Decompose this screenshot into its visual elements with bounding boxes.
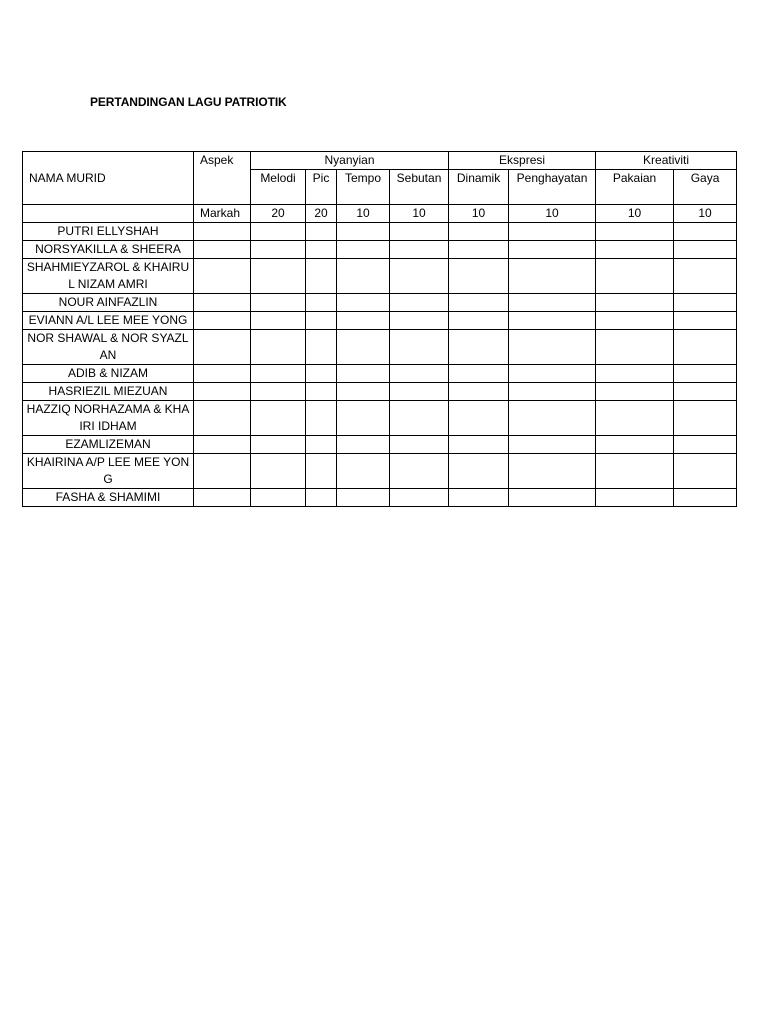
score-cell[interactable] (449, 294, 509, 312)
score-cell[interactable] (306, 401, 337, 436)
score-cell[interactable] (337, 436, 390, 454)
score-cell[interactable] (390, 383, 449, 401)
score-cell[interactable] (674, 259, 737, 294)
student-name: SHAHMIEYZAROL & KHAIRUL NIZAM AMRI (23, 259, 194, 294)
max-score-pic: 20 (306, 205, 337, 223)
aspek-header: Aspek (194, 152, 251, 205)
score-cell[interactable] (306, 330, 337, 365)
max-score-melodi: 20 (251, 205, 306, 223)
score-cell[interactable] (674, 454, 737, 489)
score-cell[interactable] (509, 241, 596, 259)
score-cell[interactable] (194, 383, 251, 401)
markah-label: Markah (194, 205, 251, 223)
score-cell[interactable] (251, 330, 306, 365)
score-cell[interactable] (306, 454, 337, 489)
student-name: EZAMLIZEMAN (23, 436, 194, 454)
score-cell[interactable] (306, 223, 337, 241)
student-row (23, 330, 737, 365)
score-cell[interactable] (674, 312, 737, 330)
score-cell[interactable] (390, 401, 449, 436)
student-name: NOUR AINFAZLIN (23, 294, 194, 312)
student-row (23, 294, 737, 312)
student-name: KHAIRINA A/P LEE MEE YONG (23, 454, 194, 489)
score-cell[interactable] (674, 365, 737, 383)
score-cell[interactable] (306, 489, 337, 507)
group-header-ekspresi: Ekspresi (449, 152, 596, 170)
score-cell[interactable] (390, 330, 449, 365)
student-name: NOR SHAWAL & NOR SYAZLAN (23, 330, 194, 365)
score-cell[interactable] (596, 312, 674, 330)
max-score-gaya: 10 (674, 205, 737, 223)
score-cell[interactable] (390, 259, 449, 294)
score-cell[interactable] (596, 365, 674, 383)
score-cell[interactable] (596, 241, 674, 259)
score-cell[interactable] (337, 454, 390, 489)
score-cell[interactable] (449, 454, 509, 489)
score-cell[interactable] (449, 436, 509, 454)
score-cell[interactable] (449, 259, 509, 294)
score-cell[interactable] (449, 489, 509, 507)
score-cell[interactable] (251, 383, 306, 401)
score-cell[interactable] (337, 294, 390, 312)
student-name: HAZZIQ NORHAZAMA & KHAIRI IDHAM (23, 401, 194, 436)
markah-row (23, 205, 737, 223)
score-cell[interactable] (596, 294, 674, 312)
score-cell[interactable] (674, 330, 737, 365)
score-cell[interactable] (596, 489, 674, 507)
score-cell[interactable] (674, 401, 737, 436)
score-cell[interactable] (509, 436, 596, 454)
criterion-header-sebutan: Sebutan (390, 170, 449, 205)
score-cell[interactable] (674, 223, 737, 241)
score-cell[interactable] (509, 454, 596, 489)
student-row (23, 436, 737, 454)
score-table (22, 151, 737, 507)
score-cell[interactable] (306, 383, 337, 401)
score-cell[interactable] (390, 454, 449, 489)
score-cell[interactable] (337, 401, 390, 436)
page-title: PERTANDINGAN LAGU PATRIOTIK (90, 95, 287, 109)
markah-name-blank (23, 205, 194, 223)
student-row (23, 312, 737, 330)
score-cell[interactable] (390, 489, 449, 507)
criterion-header-tempo: Tempo (337, 170, 390, 205)
student-name: PUTRI ELLYSHAH (23, 223, 194, 241)
score-cell[interactable] (509, 401, 596, 436)
max-score-pakaian: 10 (596, 205, 674, 223)
score-cell[interactable] (337, 330, 390, 365)
score-cell[interactable] (194, 454, 251, 489)
score-cell[interactable] (251, 223, 306, 241)
score-cell[interactable] (509, 259, 596, 294)
score-cell[interactable] (674, 489, 737, 507)
score-cell[interactable] (509, 383, 596, 401)
name-column-header: NAMA MURID (23, 152, 194, 205)
score-cell[interactable] (509, 294, 596, 312)
score-cell[interactable] (596, 436, 674, 454)
score-cell[interactable] (390, 223, 449, 241)
score-cell[interactable] (306, 365, 337, 383)
student-name: NORSYAKILLA & SHEERA (23, 241, 194, 259)
criterion-header-melodi: Melodi (251, 170, 306, 205)
student-row (23, 241, 737, 259)
score-cell[interactable] (596, 401, 674, 436)
score-cell[interactable] (509, 223, 596, 241)
student-name: EVIANN A/L LEE MEE YONG (23, 312, 194, 330)
score-cell[interactable] (449, 401, 509, 436)
score-cell[interactable] (251, 241, 306, 259)
score-cell[interactable] (306, 294, 337, 312)
score-cell[interactable] (449, 241, 509, 259)
student-name: HASRIEZIL MIEZUAN (23, 383, 194, 401)
score-cell[interactable] (306, 259, 337, 294)
score-cell[interactable] (194, 294, 251, 312)
group-header-nyanyian: Nyanyian (251, 152, 449, 170)
criterion-header-pic: Pic (306, 170, 337, 205)
max-score-dinamik: 10 (449, 205, 509, 223)
student-rows (23, 223, 737, 507)
score-cell[interactable] (674, 241, 737, 259)
student-row (23, 489, 737, 507)
score-cell[interactable] (251, 312, 306, 330)
score-cell[interactable] (251, 489, 306, 507)
score-cell[interactable] (509, 489, 596, 507)
score-cell[interactable] (251, 436, 306, 454)
score-cell[interactable] (596, 223, 674, 241)
score-cell[interactable] (337, 383, 390, 401)
score-cell[interactable] (509, 312, 596, 330)
score-cell[interactable] (306, 436, 337, 454)
criterion-header-gaya: Gaya (674, 170, 737, 205)
student-row (23, 365, 737, 383)
score-cell[interactable] (337, 489, 390, 507)
criterion-header-penghayatan: Penghayatan (509, 170, 596, 205)
score-cell[interactable] (337, 312, 390, 330)
score-cell[interactable] (596, 330, 674, 365)
score-cell[interactable] (194, 401, 251, 436)
student-name: FASHA & SHAMIMI (23, 489, 194, 507)
score-cell[interactable] (306, 312, 337, 330)
score-cell[interactable] (449, 223, 509, 241)
score-cell[interactable] (449, 312, 509, 330)
score-cell[interactable] (449, 330, 509, 365)
score-cell[interactable] (596, 454, 674, 489)
student-row (23, 401, 737, 436)
score-cell[interactable] (251, 294, 306, 312)
group-header-kreativiti: Kreativiti (596, 152, 737, 170)
max-score-sebutan: 10 (390, 205, 449, 223)
score-cell[interactable] (251, 454, 306, 489)
score-cell[interactable] (306, 241, 337, 259)
score-cell[interactable] (194, 312, 251, 330)
max-score-penghayatan: 10 (509, 205, 596, 223)
student-row (23, 223, 737, 241)
score-cell[interactable] (674, 383, 737, 401)
score-cell[interactable] (390, 436, 449, 454)
score-cell[interactable] (194, 259, 251, 294)
criterion-header-pakaian: Pakaian (596, 170, 674, 205)
score-cell[interactable] (194, 436, 251, 454)
score-cell[interactable] (674, 294, 737, 312)
score-cell[interactable] (194, 241, 251, 259)
score-cell[interactable] (390, 312, 449, 330)
score-cell[interactable] (337, 365, 390, 383)
score-cell[interactable] (449, 383, 509, 401)
score-cell[interactable] (337, 259, 390, 294)
student-row (23, 259, 737, 294)
score-cell[interactable] (390, 294, 449, 312)
score-cell[interactable] (337, 223, 390, 241)
score-cell[interactable] (596, 383, 674, 401)
score-cell[interactable] (674, 436, 737, 454)
score-cell[interactable] (390, 365, 449, 383)
score-cell[interactable] (390, 241, 449, 259)
max-score-tempo: 10 (337, 205, 390, 223)
score-cell[interactable] (194, 365, 251, 383)
score-cell[interactable] (449, 365, 509, 383)
score-cell[interactable] (509, 365, 596, 383)
score-cell[interactable] (251, 365, 306, 383)
student-row (23, 383, 737, 401)
score-cell[interactable] (194, 489, 251, 507)
score-cell[interactable] (337, 241, 390, 259)
criterion-header-dinamik: Dinamik (449, 170, 509, 205)
student-row (23, 454, 737, 489)
score-cell[interactable] (251, 259, 306, 294)
score-cell[interactable] (251, 401, 306, 436)
score-cell[interactable] (194, 330, 251, 365)
group-header-row (23, 152, 737, 170)
score-cell[interactable] (596, 259, 674, 294)
score-cell[interactable] (509, 330, 596, 365)
student-name: ADIB & NIZAM (23, 365, 194, 383)
score-cell[interactable] (194, 223, 251, 241)
